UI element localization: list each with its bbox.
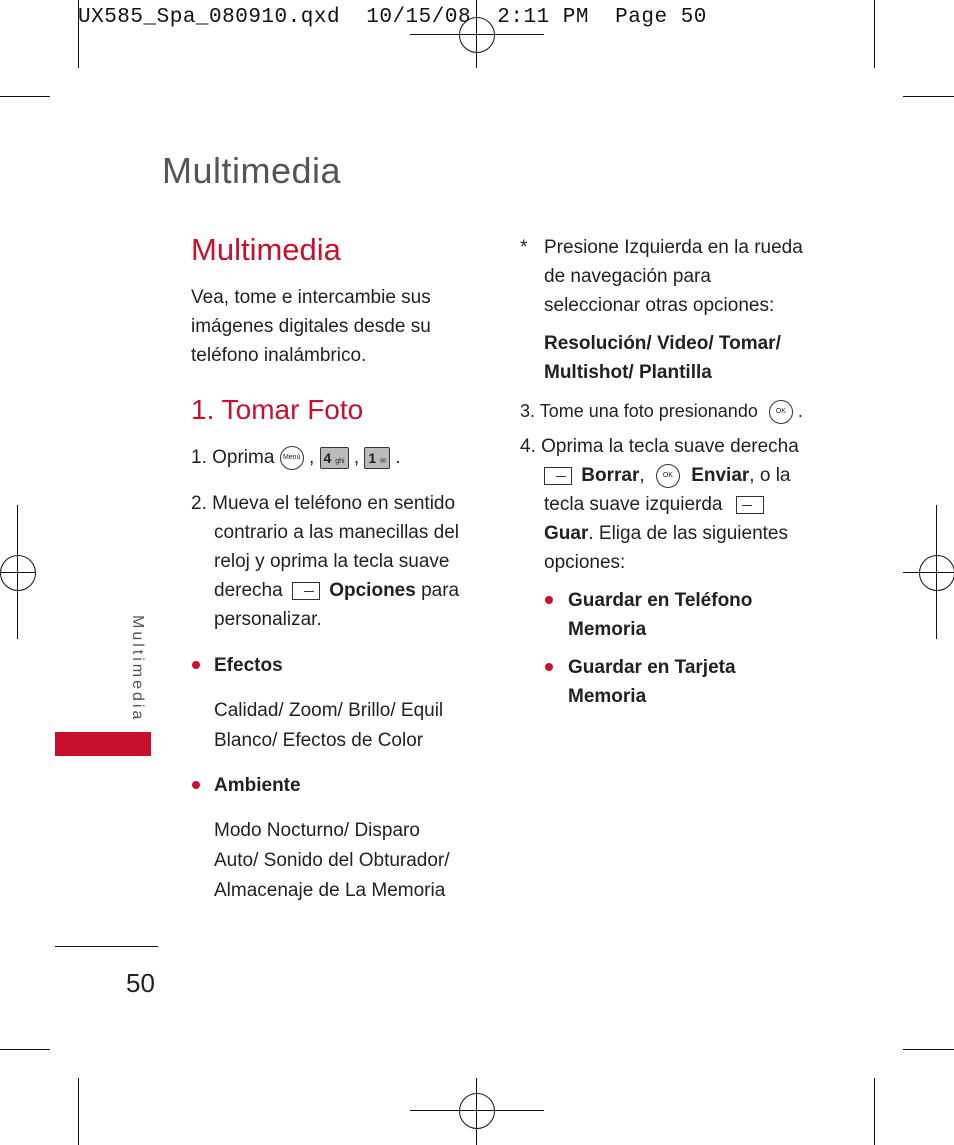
bullet-icon (545, 663, 553, 671)
section-title: Multimedia (191, 232, 341, 267)
chapter-title: Multimedia (162, 150, 342, 191)
ok-key-icon: OK (656, 464, 680, 488)
print-slug: UX585_Spa_080910.qxd 10/15/08 2:11 PM Page 50 (78, 6, 707, 29)
save-option-card: Guardar en Tarjeta Memoria (568, 657, 736, 707)
step-1: 1. Oprima Menú , 4 ghi , 1 ✉ . (191, 447, 401, 468)
crop-mark (0, 1049, 50, 1050)
bullet-icon (192, 781, 200, 789)
step-3: 3. Tome una foto presionando OK . (520, 397, 820, 426)
left-soft-key-icon (736, 496, 764, 514)
note-text: Presione Izquierda en la rueda de navegación para seleccionar otras opciones: (544, 237, 803, 316)
bullet-icon (192, 661, 200, 669)
save-option-phone: Guardar en Teléfono Memoria (568, 590, 753, 640)
crop-mark (903, 1049, 954, 1050)
ambiente-label: Ambiente (214, 775, 301, 796)
side-tab-bar (55, 732, 151, 756)
subsection-title: 1. Tomar Foto (191, 394, 364, 425)
step-2: 2. Mueva el teléfono en sentido contrario a las manecillas del reloj y oprima la tecla suave derecha Opciones para personalizar. (191, 493, 460, 630)
ok-key-icon: OK (769, 400, 793, 424)
note-star: * (520, 237, 528, 258)
camera-options: Resolución/ Video/ Tomar/ Multishot/ Plantilla (544, 333, 781, 383)
efectos-label: Efectos (214, 655, 283, 676)
key-4-icon: 4 ghi (320, 447, 349, 469)
ambiente-options: Modo Nocturno/ Disparo Auto/ Sonido del Obturador/ Almacenaje de La Memoria (214, 820, 450, 901)
crop-mark (874, 0, 875, 68)
efectos-options: Calidad/ Zoom/ Brillo/ Equil Blanco/ Efectos de Color (214, 700, 444, 751)
step-4: 4. Oprima la tecla suave derecha Borrar, OK Enviar, o la tecla suave izquierda Guar. Eliga de las siguientes opciones: (520, 436, 799, 573)
key-1-icon: 1 ✉ (364, 447, 390, 469)
crop-mark (78, 1078, 79, 1145)
page-number: 50 (126, 968, 155, 998)
intro-paragraph: Vea, tome e intercambie sus imágenes digitales desde su teléfono inalámbrico. (191, 287, 431, 366)
crop-mark (874, 1078, 875, 1145)
right-soft-key-icon (544, 467, 572, 485)
right-soft-key-icon (292, 582, 320, 600)
menu-key-icon: Menú (280, 446, 304, 470)
bullet-icon (545, 596, 553, 604)
side-tab-label: Multimedia (129, 615, 146, 723)
footer-rule (55, 946, 158, 947)
crop-mark (903, 96, 954, 97)
crop-mark (0, 96, 50, 97)
